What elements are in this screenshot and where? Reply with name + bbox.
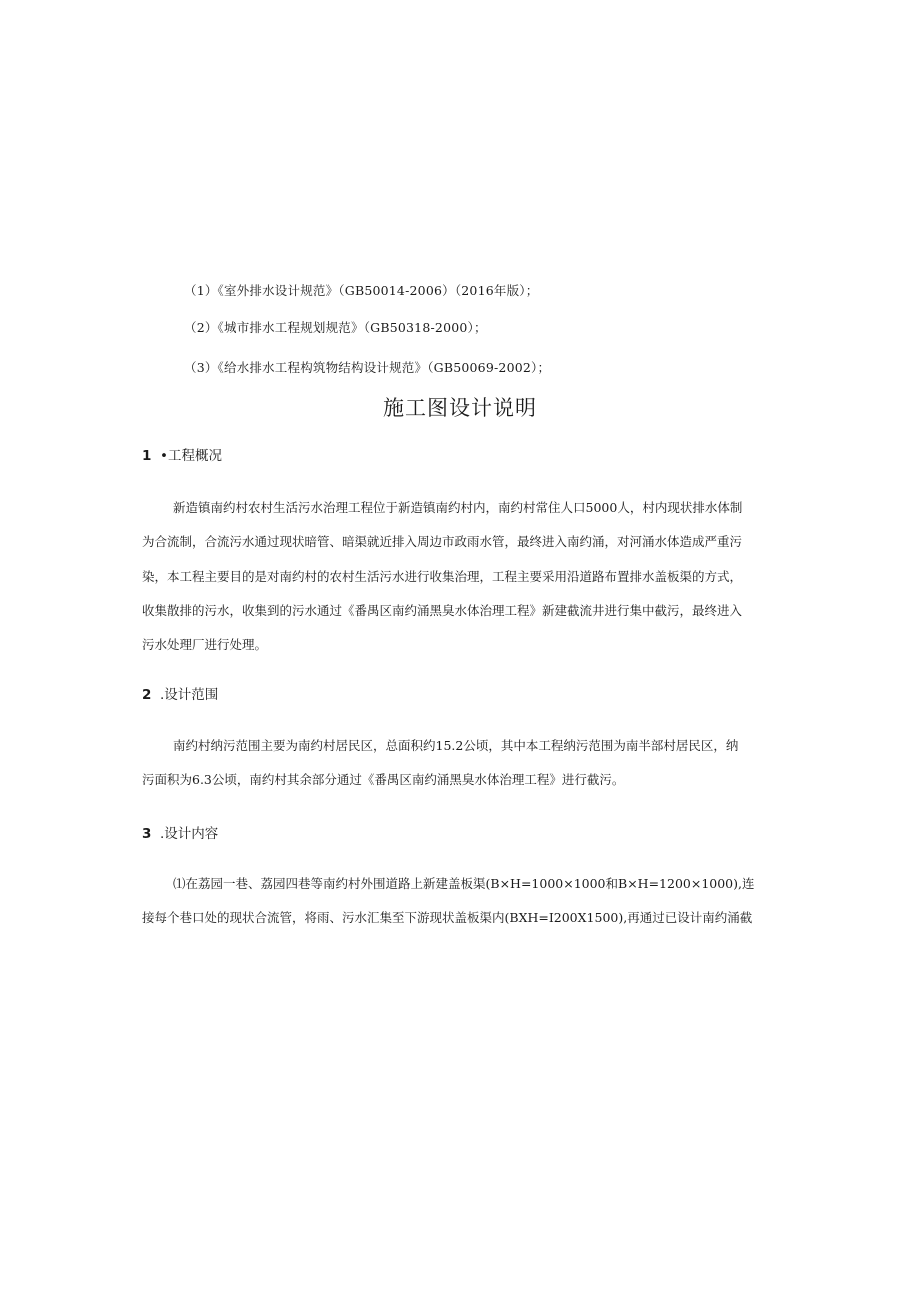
- section-body-2: [142, 729, 778, 798]
- section-body-3: [142, 867, 778, 936]
- section-title: •工程概况: [160, 448, 222, 464]
- paragraph-line: 接每个巷口处的现状合流管，将雨、污水汇集至下游现状盖板渠内(BXH=I200X1500),再通过已设计南约涌截: [142, 910, 753, 926]
- paragraph-line: 污水处理厂进行处理。: [142, 637, 268, 653]
- reference-item-3: （3）《给水排水工程构筑物结构设计规范》（GB50069-2002）；: [184, 360, 551, 375]
- paragraph-line: 为合流制，合流污水通过现状暗管、暗渠就近排入周边市政雨水管，最终进入南约涌，对河涌水体造成严重污: [142, 534, 743, 550]
- section-title: .设计内容: [160, 826, 219, 842]
- reference-item-1: （1）《室外排水设计规范》（GB50014-2006）（2016年版）；: [184, 283, 539, 298]
- section-number: 2: [142, 687, 152, 703]
- section-body-1: [142, 491, 778, 662]
- paragraph-line: 污面积为6.3公顷，南约村其余部分通过《番禺区南约涌黑臭水体治理工程》进行截污。: [142, 772, 625, 788]
- section-number: 1: [142, 448, 152, 464]
- document-title: 施工图设计说明: [383, 396, 537, 420]
- section-heading-3: [142, 822, 218, 842]
- paragraph-line: 收集散排的污水，收集到的污水通过《番禺区南约涌黑臭水体治理工程》新建截流井进行集中截污，最终进入: [142, 602, 743, 618]
- paragraph-line: 染，本工程主要目的是对南约村的农村生活污水进行收集治理，工程主要采用沿道路布置排水盖板渠的方式，: [142, 568, 743, 584]
- paragraph-line: 新造镇南约村农村生活污水治理工程位于新造镇南约村内，南约村常住人口5000人，村内现状排水体制: [173, 500, 743, 515]
- paragraph-line: ⑴在荔园一巷、荔园四巷等南约村外围道路上新建盖板渠(B×H=1000×1000和B×H=1200×1000),连: [173, 876, 755, 891]
- section-title: .设计范围: [160, 687, 219, 703]
- reference-item-2: （2）《城市排水工程规划规范》（GB50318-2000）；: [184, 320, 487, 335]
- section-heading-2: [142, 683, 218, 703]
- section-heading-1: [142, 444, 222, 464]
- section-number: 3: [142, 826, 152, 842]
- paragraph-line: 南约村纳污范围主要为南约村居民区，总面积约15.2公顷，其中本工程纳污范围为南半部村居民区，纳: [173, 738, 739, 753]
